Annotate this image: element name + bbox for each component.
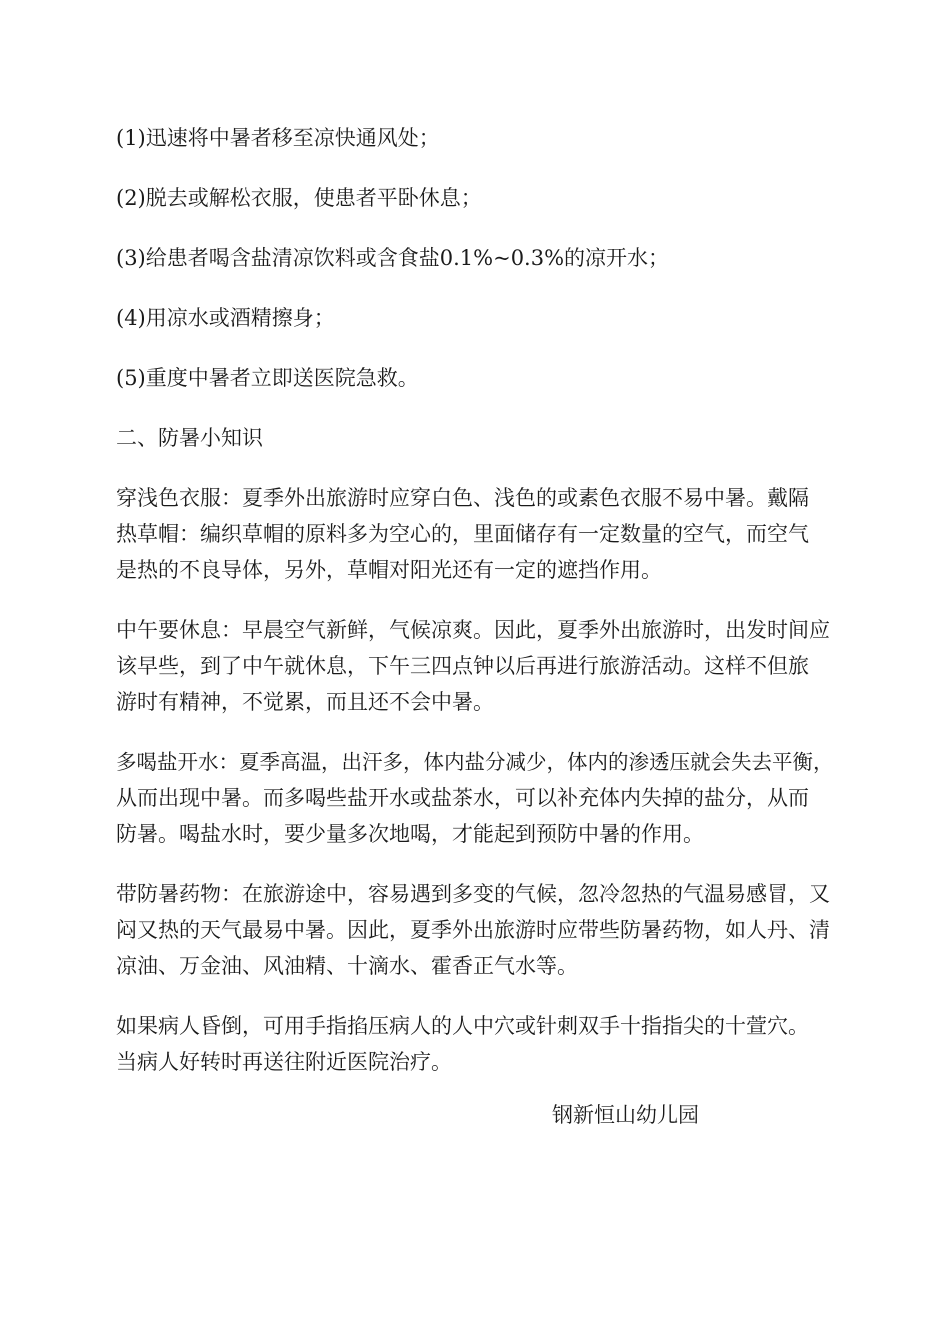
- paragraph-line: 闷又热的天气最易中暑。因此，夏季外出旅游时应带些防暑药物，如人丹、清: [116, 918, 830, 942]
- first-aid-step-1: (1)迅速将中暑者移至凉快通风处；: [116, 126, 440, 150]
- paragraph-medicine: [116, 876, 846, 984]
- paragraph-light-clothing: [116, 480, 846, 588]
- first-aid-step-3: (3)给患者喝含盐清凉饮料或含食盐0.1%~0.3%的凉开水；: [116, 246, 670, 270]
- paragraph-line: 中午要休息：早晨空气新鲜，气候凉爽。因此，夏季外出旅游时，出发时间应: [116, 618, 830, 642]
- paragraph-line: 带防暑药物：在旅游途中，容易遇到多变的气候，忽冷忽热的气温易感冒，又: [116, 882, 830, 906]
- paragraph-line: 如果病人昏倒，可用手指掐压病人的人中穴或针刺双手十指指尖的十萱穴。: [116, 1014, 809, 1038]
- paragraph-noon-rest: [116, 612, 846, 720]
- paragraph-line: 是热的不良导体，另外，草帽对阳光还有一定的遮挡作用。: [116, 558, 662, 582]
- paragraph-line: 当病人好转时再送往附近医院治疗。: [116, 1050, 452, 1074]
- first-aid-step-5: (5)重度中暑者立即送医院急救。: [116, 366, 419, 390]
- first-aid-step-2: (2)脱去或解松衣服，使患者平卧休息；: [116, 186, 482, 210]
- first-aid-step-4: (4)用凉水或酒精擦身；: [116, 306, 335, 330]
- signature-kindergarten: 钢新恒山幼儿园: [552, 1103, 699, 1127]
- document-body: [116, 120, 846, 1104]
- paragraph-salt-water: [116, 744, 846, 852]
- paragraph-line: 热草帽：编织草帽的原料多为空心的，里面储存有一定数量的空气，而空气: [116, 522, 809, 546]
- paragraph-fainting: [116, 1008, 846, 1080]
- section-heading: 二、防暑小知识: [116, 426, 263, 450]
- paragraph-line: 游时有精神，不觉累，而且还不会中暑。: [116, 690, 494, 714]
- paragraph-line: 多喝盐开水：夏季高温，出汗多，体内盐分减少，体内的渗透压就会失去平衡，: [116, 750, 834, 774]
- paragraph-line: 从而出现中暑。而多喝些盐开水或盐茶水，可以补充体内失掉的盐分，从而: [116, 786, 809, 810]
- paragraph-line: 穿浅色衣服：夏季外出旅游时应穿白色、浅色的或素色衣服不易中暑。戴隔: [116, 486, 809, 510]
- paragraph-line: 该早些，到了中午就休息，下午三四点钟以后再进行旅游活动。这样不但旅: [116, 654, 809, 678]
- paragraph-line: 凉油、万金油、风油精、十滴水、霍香正气水等。: [116, 954, 578, 978]
- paragraph-line: 防暑。喝盐水时，要少量多次地喝，才能起到预防中暑的作用。: [116, 822, 704, 846]
